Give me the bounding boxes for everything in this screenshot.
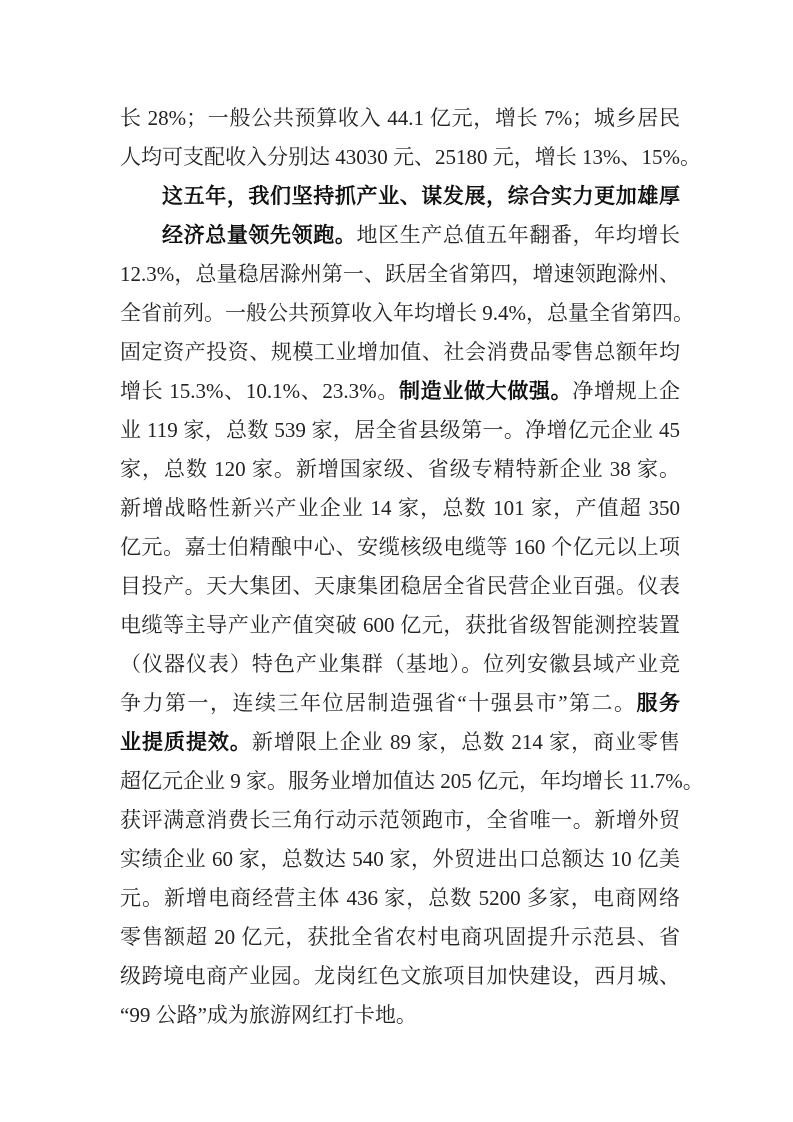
text-line: [120, 294, 694, 333]
body-text: “99 公路”成为旅游网红打卡地。: [120, 1003, 417, 1027]
body-text: 净增规上企: [572, 379, 681, 403]
text-line: [120, 411, 680, 450]
body-text: 新增战略性新兴产业企业 14 家，总数 101 家，产值超 350: [120, 496, 680, 520]
body-text: 超亿元企业 9 家。服务业增加值达 205 亿元，年均增长 11.7%。: [120, 769, 704, 793]
body-text: 固定资产投资、规模工业增加值、社会消费品零售总额年均: [120, 340, 680, 364]
body-text: 电缆等主导产业产值突破 600 亿元，获批省级智能测控装置: [120, 613, 680, 637]
body-text: 零售额超 20 亿元，获批全省农村电商巩固提升示范县、省: [120, 925, 680, 949]
bold-heading-text: 经济总量领先领跑。: [162, 223, 357, 247]
body-text: 业 119 家，总数 539 家，居全省县级第一。净增亿元企业 45: [120, 418, 680, 442]
body-text: 级跨境电商产业园。龙岗红色文旅项目加快建设，西月城、: [120, 964, 680, 988]
body-text: 人均可支配收入分别达 43030 元、25180 元，增长 13%、15%。: [120, 145, 701, 169]
text-line: [120, 801, 680, 840]
body-text: 元。新增电商经营主体 436 家，总数 5200 多家，电商网络: [120, 886, 680, 910]
text-line: [120, 99, 680, 138]
text-line: [120, 138, 701, 177]
text-line: [120, 333, 680, 372]
text-line: [120, 762, 704, 801]
text-line: [120, 489, 680, 528]
body-text: 全省前列。一般公共预算收入年均增长 9.4%，总量全省第四。: [120, 301, 694, 325]
body-text: （仪器仪表）特色产业集群（基地）。位列安徽县域产业竞: [120, 652, 680, 676]
text-line: [120, 567, 680, 606]
text-line: [120, 918, 680, 957]
text-line: [162, 216, 680, 255]
body-text: 12.3%，总量稳居滁州第一、跃居全省第四，增速领跑滁州、: [120, 262, 680, 286]
body-text: 亿元。嘉士伯精酿中心、安缆核级电缆等 160 个亿元以上项: [120, 535, 680, 559]
text-line: [162, 177, 680, 216]
body-text: 新增限上企业 89 家，总数 214 家，商业零售: [251, 730, 681, 754]
bold-heading-text: 业提质提效。: [120, 730, 252, 754]
body-text: 目投产。天大集团、天康集团稳居全省民营企业百强。仪表: [120, 574, 680, 598]
body-text: 获评满意消费长三角行动示范领跑市，全省唯一。新增外贸: [120, 808, 680, 832]
bold-heading-text: 服务: [636, 691, 681, 715]
body-text: 争力第一，连续三年位居制造强省“十强县市”第二。: [120, 691, 637, 715]
bold-heading-text: 这五年，我们坚持抓产业、谋发展，综合实力更加雄厚: [162, 184, 680, 208]
text-line: [120, 372, 680, 411]
text-line: [120, 957, 680, 996]
body-text: 增长 15.3%、10.1%、23.3%。: [120, 379, 399, 403]
body-text: 地区生产总值五年翻番，年均增长: [356, 223, 681, 247]
text-line: [120, 723, 680, 762]
body-text: 长 28%；一般公共预算收入 44.1 亿元，增长 7%；城乡居民: [120, 106, 680, 130]
body-text: 实绩企业 60 家，总数达 540 家，外贸进出口总额达 10 亿美: [120, 847, 680, 871]
bold-heading-text: 制造业做大做强。: [399, 379, 573, 403]
text-line: [120, 450, 680, 489]
text-line: [120, 996, 680, 1035]
text-line: [120, 879, 680, 918]
text-line: [120, 255, 680, 294]
text-line: [120, 840, 680, 879]
text-line: [120, 528, 680, 567]
text-line: [120, 606, 680, 645]
text-line: [120, 684, 680, 723]
body-text: 家，总数 120 家。新增国家级、省级专精特新企业 38 家。: [120, 457, 680, 481]
text-line: [120, 645, 680, 684]
